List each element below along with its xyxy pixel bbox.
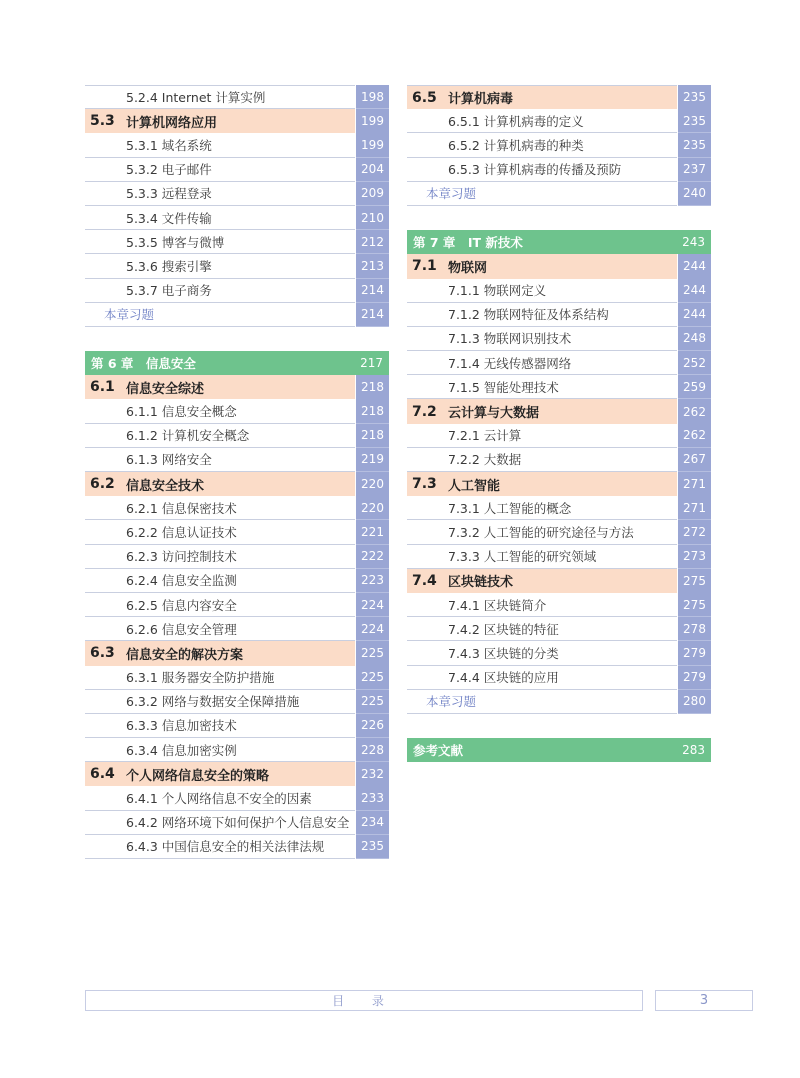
toc-section-number: 6.5 (412, 89, 437, 106)
toc-chapter-row[interactable] (407, 230, 711, 254)
toc-page-number: 279 (678, 666, 711, 690)
toc-entry-text (85, 399, 355, 423)
toc-entry-text (85, 230, 355, 254)
toc-entry-title: 6.1.3 网络安全 (126, 452, 212, 468)
toc-entry-text (407, 617, 677, 641)
toc-entry-text (85, 690, 355, 714)
toc-page-number: 271 (678, 496, 711, 520)
toc-spacer (407, 206, 711, 230)
toc-section-number: 5.3 (90, 113, 115, 130)
toc-entry-text (407, 496, 677, 520)
toc-subsection-row[interactable] (407, 133, 711, 157)
toc-section-number: 6.4 (90, 766, 115, 783)
toc-entry-title: 7.1.3 物联网识别技术 (448, 331, 572, 347)
toc-entry-text (407, 303, 677, 327)
toc-entry-title: 计算机病毒 (448, 92, 514, 108)
toc-page-number: 280 (678, 690, 711, 714)
toc-subsection-row[interactable] (407, 641, 711, 665)
toc-entry-title: 信息安全的解决方案 (126, 647, 244, 663)
toc-entry-text (85, 811, 355, 835)
toc-section-row[interactable] (407, 254, 711, 278)
toc-entry-title: 6.2.3 访问控制技术 (126, 549, 237, 565)
toc-entry-text (85, 762, 355, 786)
toc-subsection-row[interactable] (407, 109, 711, 133)
toc-subsection-row[interactable] (85, 738, 389, 762)
toc-section-row[interactable] (407, 472, 711, 496)
toc-page-number: 219 (356, 448, 389, 472)
toc-subsection-row[interactable] (407, 375, 711, 399)
toc-subsection-row[interactable] (85, 85, 389, 109)
toc-entry-text (407, 85, 677, 109)
toc-subsection-row[interactable] (85, 496, 389, 520)
toc-subsection-row[interactable] (85, 520, 389, 544)
toc-page-number: 212 (356, 230, 389, 254)
toc-subsection-row[interactable] (85, 158, 389, 182)
toc-section-row[interactable] (407, 569, 711, 593)
toc-page-number: 283 (682, 743, 705, 758)
toc-entry-text (407, 690, 677, 714)
toc-entry-title: 6.5.3 计算机病毒的传播及预防 (448, 162, 622, 178)
toc-subsection-row[interactable] (85, 448, 389, 472)
toc-entry-title: 6.2.1 信息保密技术 (126, 500, 237, 516)
toc-section-row[interactable] (407, 399, 711, 423)
toc-entry-title: 6.4.1 个人网络信息不安全的因素 (126, 791, 312, 807)
toc-entry-text (85, 448, 355, 472)
toc-page-number: 228 (356, 738, 389, 762)
toc-entry-text (85, 786, 355, 810)
toc-page-number: 279 (678, 641, 711, 665)
toc-entry-title: 本章习题 (426, 186, 477, 202)
toc-page-number: 210 (356, 206, 389, 230)
toc-entry-title: 5.3.1 域名系统 (126, 137, 212, 153)
toc-subsection-row[interactable] (407, 593, 711, 617)
toc-entry-text (407, 641, 677, 665)
toc-entry-title: 7.4.2 区块链的特征 (448, 621, 559, 637)
toc-page-number: 259 (678, 375, 711, 399)
toc-subsection-row[interactable] (407, 424, 711, 448)
toc-entry-text (407, 666, 677, 690)
toc-entry-text (407, 279, 677, 303)
toc-entry-text (85, 714, 355, 738)
toc-subsection-row[interactable] (85, 279, 389, 303)
toc-subsection-row[interactable] (407, 327, 711, 351)
toc-exercise-row[interactable] (85, 303, 389, 327)
toc-entry-title: 6.4.2 网络环境下如何保护个人信息安全 (126, 815, 350, 831)
toc-entry-text (85, 254, 355, 278)
toc-entry-title: 7.1.4 无线传感器网络 (448, 355, 572, 371)
toc-entry-text (85, 351, 350, 375)
toc-page-number: 214 (356, 303, 389, 327)
toc-entry-text (407, 593, 677, 617)
toc-entry-title: 第 7 章 IT 新技术 (413, 235, 523, 251)
toc-entry-title: 7.2.1 云计算 (448, 428, 522, 444)
toc-subsection-row[interactable] (85, 593, 389, 617)
toc-page-number: 244 (678, 254, 711, 278)
toc-page-number: 272 (678, 520, 711, 544)
toc-page-number: 218 (356, 399, 389, 423)
toc-entry-title: 区块链技术 (448, 575, 514, 591)
toc-entry-title: 5.3.7 电子商务 (126, 283, 212, 299)
toc-subsection-row[interactable] (85, 230, 389, 254)
toc-chapter-row[interactable] (85, 351, 389, 375)
toc-page-number: 244 (678, 279, 711, 303)
toc-page-number: 204 (356, 158, 389, 182)
toc-page-number: 221 (356, 520, 389, 544)
toc-entry-title: 个人网络信息安全的策略 (126, 768, 270, 784)
toc-page-number: 240 (678, 182, 711, 206)
toc-entry-text (407, 109, 677, 133)
toc-entry-title: 信息安全技术 (126, 478, 205, 494)
toc-entry-title: 6.5.1 计算机病毒的定义 (448, 113, 584, 129)
toc-spacer (407, 714, 711, 738)
toc-entry-text (407, 738, 672, 762)
toc-entry-title: 6.1.1 信息安全概念 (126, 404, 237, 420)
toc-entry-title: 本章习题 (104, 307, 155, 323)
toc-entry-text (407, 327, 677, 351)
toc-entry-text (407, 424, 677, 448)
toc-subsection-row[interactable] (85, 835, 389, 859)
toc-entry-text (407, 545, 677, 569)
toc-entry-text (85, 496, 355, 520)
toc-entry-title: 7.3.2 人工智能的研究途径与方法 (448, 524, 634, 540)
toc-subsection-row[interactable] (85, 690, 389, 714)
toc-subsection-row[interactable] (407, 158, 711, 182)
toc-section-number: 6.3 (90, 645, 115, 662)
toc-subsection-row[interactable] (85, 206, 389, 230)
toc-page-number: 271 (678, 472, 711, 496)
toc-subsection-row[interactable] (407, 545, 711, 569)
toc-entry-text (85, 666, 355, 690)
toc-entry-text (85, 617, 355, 641)
toc-page-number: 275 (678, 569, 711, 593)
toc-section-row[interactable] (85, 762, 389, 786)
toc-entry-title: 本章习题 (426, 694, 477, 710)
toc-entry-title: 7.4.1 区块链简介 (448, 597, 547, 613)
toc-entry-text (407, 472, 677, 496)
toc-subsection-row[interactable] (85, 399, 389, 423)
toc-spacer (85, 327, 389, 351)
toc-section-row[interactable] (407, 85, 711, 109)
toc-page-number: 198 (356, 85, 389, 109)
toc-page-number: 199 (356, 133, 389, 157)
toc-exercise-row[interactable] (407, 182, 711, 206)
toc-right-column (407, 85, 711, 762)
toc-entry-text (407, 254, 677, 278)
toc-page-number: 234 (356, 811, 389, 835)
toc-entry-text (407, 133, 677, 157)
toc-entry-text (407, 448, 677, 472)
toc-section-row[interactable] (85, 472, 389, 496)
toc-page-number: 243 (682, 235, 705, 250)
toc-entry-text (85, 375, 355, 399)
toc-entry-title: 7.1.2 物联网特征及体系结构 (448, 307, 609, 323)
toc-page-number: 223 (356, 569, 389, 593)
toc-page-number: 220 (356, 496, 389, 520)
toc-page-number: 237 (678, 158, 711, 182)
toc-entry-text (85, 109, 355, 133)
toc-entry-title: 物联网 (448, 260, 488, 276)
toc-page-number: 224 (356, 593, 389, 617)
toc-subsection-row[interactable] (407, 666, 711, 690)
toc-entry-text (407, 375, 677, 399)
toc-subsection-row[interactable] (85, 133, 389, 157)
toc-page-number: 267 (678, 448, 711, 472)
toc-page-number: 225 (356, 641, 389, 665)
toc-page-number: 262 (678, 424, 711, 448)
toc-subsection-row[interactable] (85, 569, 389, 593)
toc-entry-text (85, 85, 355, 109)
toc-subsection-row[interactable] (407, 279, 711, 303)
toc-page-number: 244 (678, 303, 711, 327)
toc-entry-text (85, 303, 355, 327)
toc-subsection-row[interactable] (85, 811, 389, 835)
toc-entry-title: 7.2.2 大数据 (448, 452, 522, 468)
toc-subsection-row[interactable] (407, 520, 711, 544)
toc-entry-title: 7.4.4 区块链的应用 (448, 670, 559, 686)
toc-page-number: 262 (678, 399, 711, 423)
toc-page-number: 235 (678, 85, 711, 109)
toc-subsection-row[interactable] (85, 714, 389, 738)
toc-page-number: 217 (360, 356, 383, 371)
toc-page-number: 273 (678, 545, 711, 569)
toc-page-number: 225 (356, 690, 389, 714)
toc-page-number: 235 (356, 835, 389, 859)
toc-entry-title: 5.3.6 搜索引擎 (126, 258, 212, 274)
toc-section-number: 7.2 (412, 403, 437, 420)
toc-entry-title: 6.3.3 信息加密技术 (126, 718, 237, 734)
toc-section-row[interactable] (85, 109, 389, 133)
toc-entry-text (85, 158, 355, 182)
toc-section-number: 7.3 (412, 476, 437, 493)
toc-entry-text (85, 569, 355, 593)
toc-left-column (85, 85, 389, 859)
toc-entry-title: 5.2.4 Internet 计算实例 (126, 90, 266, 106)
toc-subsection-row[interactable] (407, 351, 711, 375)
toc-entry-title: 5.3.5 博客与微博 (126, 234, 225, 250)
toc-page-number: 252 (678, 351, 711, 375)
toc-subsection-row[interactable] (407, 496, 711, 520)
toc-entry-text (85, 424, 355, 448)
toc-page-number: 218 (356, 375, 389, 399)
toc-entry-text (85, 133, 355, 157)
toc-page-number: 209 (356, 182, 389, 206)
toc-page-number: 213 (356, 254, 389, 278)
toc-subsection-row[interactable] (85, 182, 389, 206)
footer-page-number: 3 (655, 990, 753, 1011)
toc-entry-title: 7.3.1 人工智能的概念 (448, 500, 572, 516)
toc-entry-title: 7.1.5 智能处理技术 (448, 379, 559, 395)
toc-subsection-row[interactable] (85, 617, 389, 641)
toc-entry-title: 云计算与大数据 (448, 406, 540, 422)
toc-page-number: 278 (678, 617, 711, 641)
toc-entry-title: 6.3.2 网络与数据安全保障措施 (126, 694, 300, 710)
toc-entry-title: 7.1.1 物联网定义 (448, 283, 547, 299)
toc-page-number: 199 (356, 109, 389, 133)
toc-entry-text (85, 472, 355, 496)
toc-entry-title: 6.5.2 计算机病毒的种类 (448, 137, 584, 153)
toc-page-number: 222 (356, 545, 389, 569)
toc-entry-text (85, 520, 355, 544)
toc-entry-text (85, 641, 355, 665)
toc-subsection-row[interactable] (407, 617, 711, 641)
toc-entry-text (407, 569, 677, 593)
toc-entry-title: 6.2.6 信息安全管理 (126, 621, 237, 637)
toc-page-number: 235 (678, 109, 711, 133)
toc-subsection-row[interactable] (407, 303, 711, 327)
toc-entry-title: 5.3.3 远程登录 (126, 186, 212, 202)
toc-entry-text (407, 351, 677, 375)
toc-entry-title: 6.3.4 信息加密实例 (126, 742, 237, 758)
toc-entry-text (85, 182, 355, 206)
toc-entry-title: 6.3.1 服务器安全防护措施 (126, 670, 275, 686)
toc-chapter-row[interactable] (407, 738, 711, 762)
toc-entry-text (85, 593, 355, 617)
toc-page-number: 235 (678, 133, 711, 157)
toc-entry-title: 5.3.2 电子邮件 (126, 162, 212, 178)
toc-page-number: 232 (356, 762, 389, 786)
toc-entry-text (407, 182, 677, 206)
toc-page-number: 214 (356, 279, 389, 303)
toc-entry-title: 5.3.4 文件传输 (126, 210, 212, 226)
toc-entry-text (407, 230, 672, 254)
toc-entry-title: 参考文献 (413, 743, 464, 759)
toc-entry-title: 6.2.2 信息认证技术 (126, 524, 237, 540)
toc-entry-title: 7.4.3 区块链的分类 (448, 645, 559, 661)
toc-entry-title: 6.2.4 信息安全监测 (126, 573, 237, 589)
toc-subsection-row[interactable] (407, 448, 711, 472)
toc-entry-title: 人工智能 (448, 478, 501, 494)
footer-contents-label: 目 录 (85, 990, 643, 1011)
toc-entry-text (85, 835, 355, 859)
toc-entry-text (85, 545, 355, 569)
toc-entry-title: 计算机网络应用 (126, 115, 218, 131)
toc-entry-text (85, 738, 355, 762)
toc-page-number: 248 (678, 327, 711, 351)
toc-entry-title: 6.1.2 计算机安全概念 (126, 428, 250, 444)
toc-entry-title: 信息安全综述 (126, 381, 205, 397)
toc-page-number: 275 (678, 593, 711, 617)
toc-entry-title: 第 6 章 信息安全 (91, 356, 196, 372)
toc-subsection-row[interactable] (85, 666, 389, 690)
toc-page-number: 218 (356, 424, 389, 448)
toc-section-number: 7.1 (412, 258, 437, 275)
toc-entry-text (407, 158, 677, 182)
toc-subsection-row[interactable] (85, 424, 389, 448)
toc-entry-text (407, 399, 677, 423)
toc-entry-text (407, 520, 677, 544)
toc-section-row[interactable] (85, 375, 389, 399)
toc-entry-text (85, 279, 355, 303)
toc-section-number: 7.4 (412, 572, 437, 589)
toc-section-number: 6.2 (90, 476, 115, 493)
toc-entry-title: 6.4.3 中国信息安全的相关法律法规 (126, 839, 325, 855)
toc-subsection-row[interactable] (85, 786, 389, 810)
toc-entry-text (85, 206, 355, 230)
toc-page-number: 226 (356, 714, 389, 738)
toc-page-number: 224 (356, 617, 389, 641)
toc-subsection-row[interactable] (85, 545, 389, 569)
toc-section-row[interactable] (85, 641, 389, 665)
toc-section-number: 6.1 (90, 379, 115, 396)
toc-entry-title: 7.3.3 人工智能的研究领域 (448, 549, 597, 565)
toc-entry-title: 6.2.5 信息内容安全 (126, 597, 237, 613)
toc-page-number: 225 (356, 666, 389, 690)
toc-page-number: 220 (356, 472, 389, 496)
toc-subsection-row[interactable] (85, 254, 389, 278)
toc-page-number: 233 (356, 786, 389, 810)
toc-exercise-row[interactable] (407, 690, 711, 714)
